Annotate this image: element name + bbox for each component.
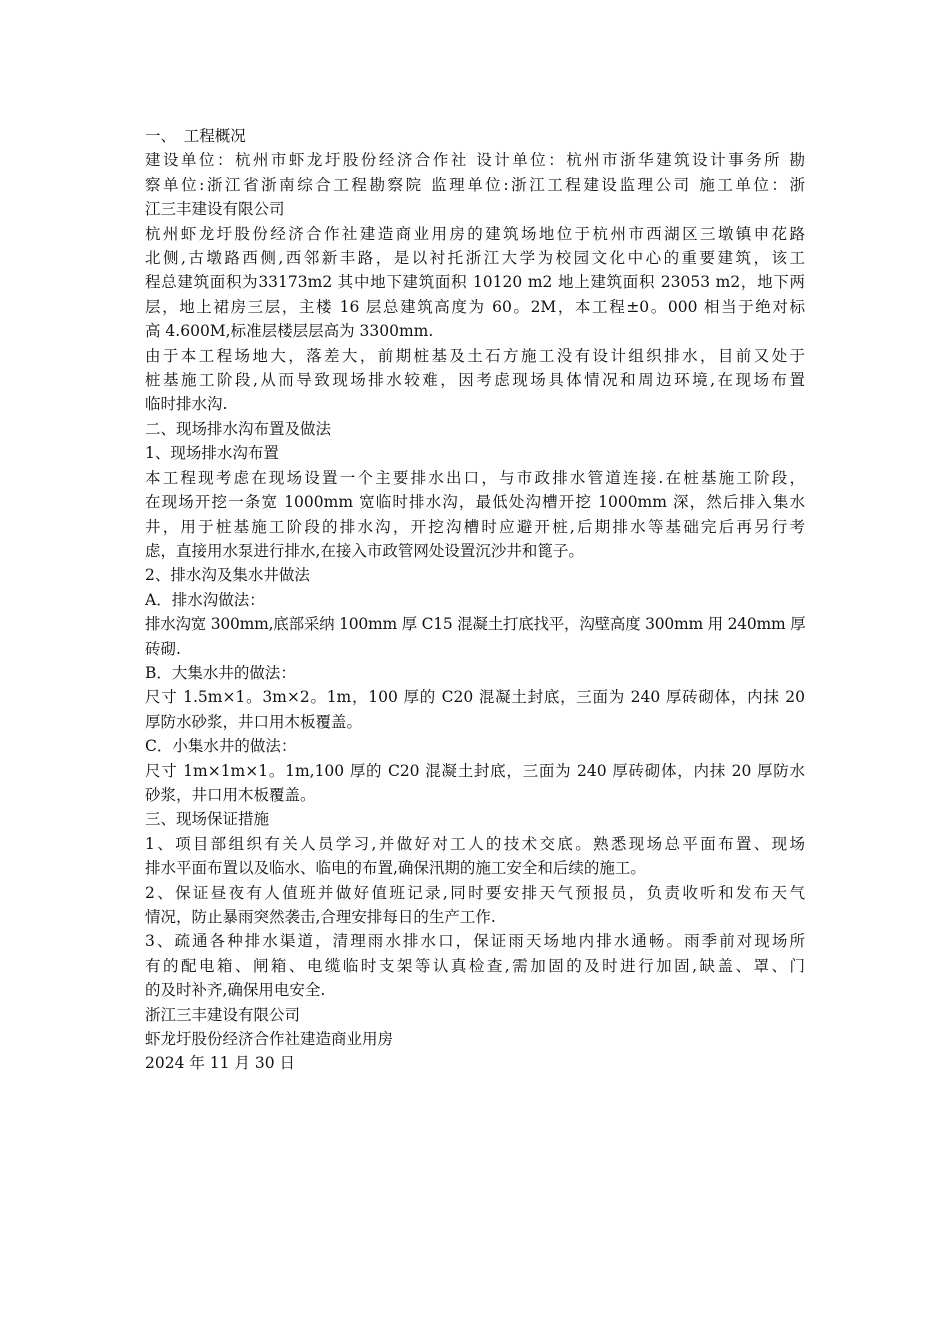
text-line: 临时排水沟. xyxy=(145,395,228,414)
text-line: 1、项目部组织有关人员学习,并做好对工人的技术交底。熟悉现场总平面布置、现场 xyxy=(145,834,805,853)
text-line: 3、疏通各种排水渠道，清理雨水排水口，保证雨天场地内排水通畅。雨季前对现场所 xyxy=(145,932,805,951)
text-line: 程总建筑面积为33173m2 其中地下建筑面积 10120 m2 地上建筑面积 23053 m2，地下两 xyxy=(145,273,805,292)
text-line: A．排水沟做法： xyxy=(145,590,265,609)
text-line: 层，地上裙房三层，主楼 16 层总建筑高度为 60。2M，本工程±0。000 相当于绝对标 xyxy=(145,297,805,316)
text-line: 高 4.600M,标准层楼层层高为 3300mm. xyxy=(145,322,434,341)
text-line: 尺寸 1.5m×1。3m×2。1m，100 厚的 C20 混凝土封底，三面为 240 厚砖砌体，内抹 20 xyxy=(145,688,805,707)
text-line: 2、保证昼夜有人值班并做好值班记录,同时要安排天气预报员，负责收听和发布天气 xyxy=(145,883,805,902)
text-line: 情况，防止暴雨突然袭击,合理安排每日的生产工作. xyxy=(145,908,496,926)
text-line: 虑，直接用水泵进行排水,在接入市政管网处设置沉沙井和篦子。 xyxy=(145,541,584,560)
text-line: 排水沟宽 300mm,底部采纳 100mm 厚 C15 混凝土打底找平，沟壁高度 300mm 用 240mm 厚 xyxy=(145,615,806,634)
document-body xyxy=(145,124,805,1076)
text-line: 本工程现考虑在现场设置一个主要排水出口，与市政排水管道连接.在桩基施工阶段， xyxy=(145,468,805,487)
text-line: 的及时补齐,确保用电安全. xyxy=(145,981,326,1000)
text-line: 二、现场排水沟布置及做法 xyxy=(145,419,332,438)
text-line: 有的配电箱、闸箱、电缆临时支架等认真检查,需加固的及时进行加固,缺盖、罩、门 xyxy=(145,956,805,975)
text-line: 1、现场排水沟布置 xyxy=(145,444,279,463)
text-line: 由于本工程场地大，落差大，前期桩基及土石方施工没有设计组织排水，目前又处于 xyxy=(145,346,805,365)
text-line: B．大集水井的做法： xyxy=(145,663,296,682)
text-line: 一、 工程概况 xyxy=(145,127,246,145)
text-line: 2、排水沟及集水井做法 xyxy=(145,566,310,585)
text-line: 江三丰建设有限公司 xyxy=(145,200,285,219)
text-line: 浙江三丰建设有限公司 xyxy=(145,1005,301,1024)
text-line: 建设单位：杭州市虾龙圩股份经济合作社 设计单位：杭州市浙华建筑设计事务所 勘 xyxy=(145,151,805,170)
text-line: 砖砌. xyxy=(145,639,181,658)
text-line: 厚防水砂浆，井口用木板覆盖。 xyxy=(145,712,363,731)
text-line: 三、现场保证措施 xyxy=(145,810,270,829)
text-line: 2024 年 11 月 30 日 xyxy=(145,1054,296,1073)
text-line: 尺寸 1m×1m×1。1m,100 厚的 C20 混凝土封底，三面为 240 厚砖砌体，内抹 20 厚防水 xyxy=(145,761,805,780)
text-line: 虾龙圩股份经济合作社建造商业用房 xyxy=(145,1030,394,1049)
text-line: 排水平面布置以及临水、临电的布置,确保汛期的施工安全和后续的施工。 xyxy=(145,859,646,878)
text-line: 桩基施工阶段,从而导致现场排水较难，因考虑现场具体情况和周边环境,在现场布置 xyxy=(145,371,805,390)
text-line: 砂浆，井口用木板覆盖。 xyxy=(145,785,316,804)
text-line: 在现场开挖一条宽 1000mm 宽临时排水沟，最低处沟槽开挖 1000mm 深，然后排入集水 xyxy=(145,493,805,512)
text-line: 北侧,古墩路西侧,西邻新丰路，是以衬托浙江大学为校园文化中心的重要建筑，该工 xyxy=(145,249,805,268)
text-line: C．小集水井的做法： xyxy=(145,737,297,756)
text-line: 杭州虾龙圩股份经济合作社建造商业用房的建筑场地位于杭州市西湖区三墩镇申花路 xyxy=(145,224,805,243)
text-line: 井，用于桩基施工阶段的排水沟，开挖沟槽时应避开桩,后期排水等基础完后再另行考 xyxy=(145,517,805,536)
text-line: 察单位:浙江省浙南综合工程勘察院 监理单位:浙江工程建设监理公司 施工单位：浙 xyxy=(145,175,805,194)
